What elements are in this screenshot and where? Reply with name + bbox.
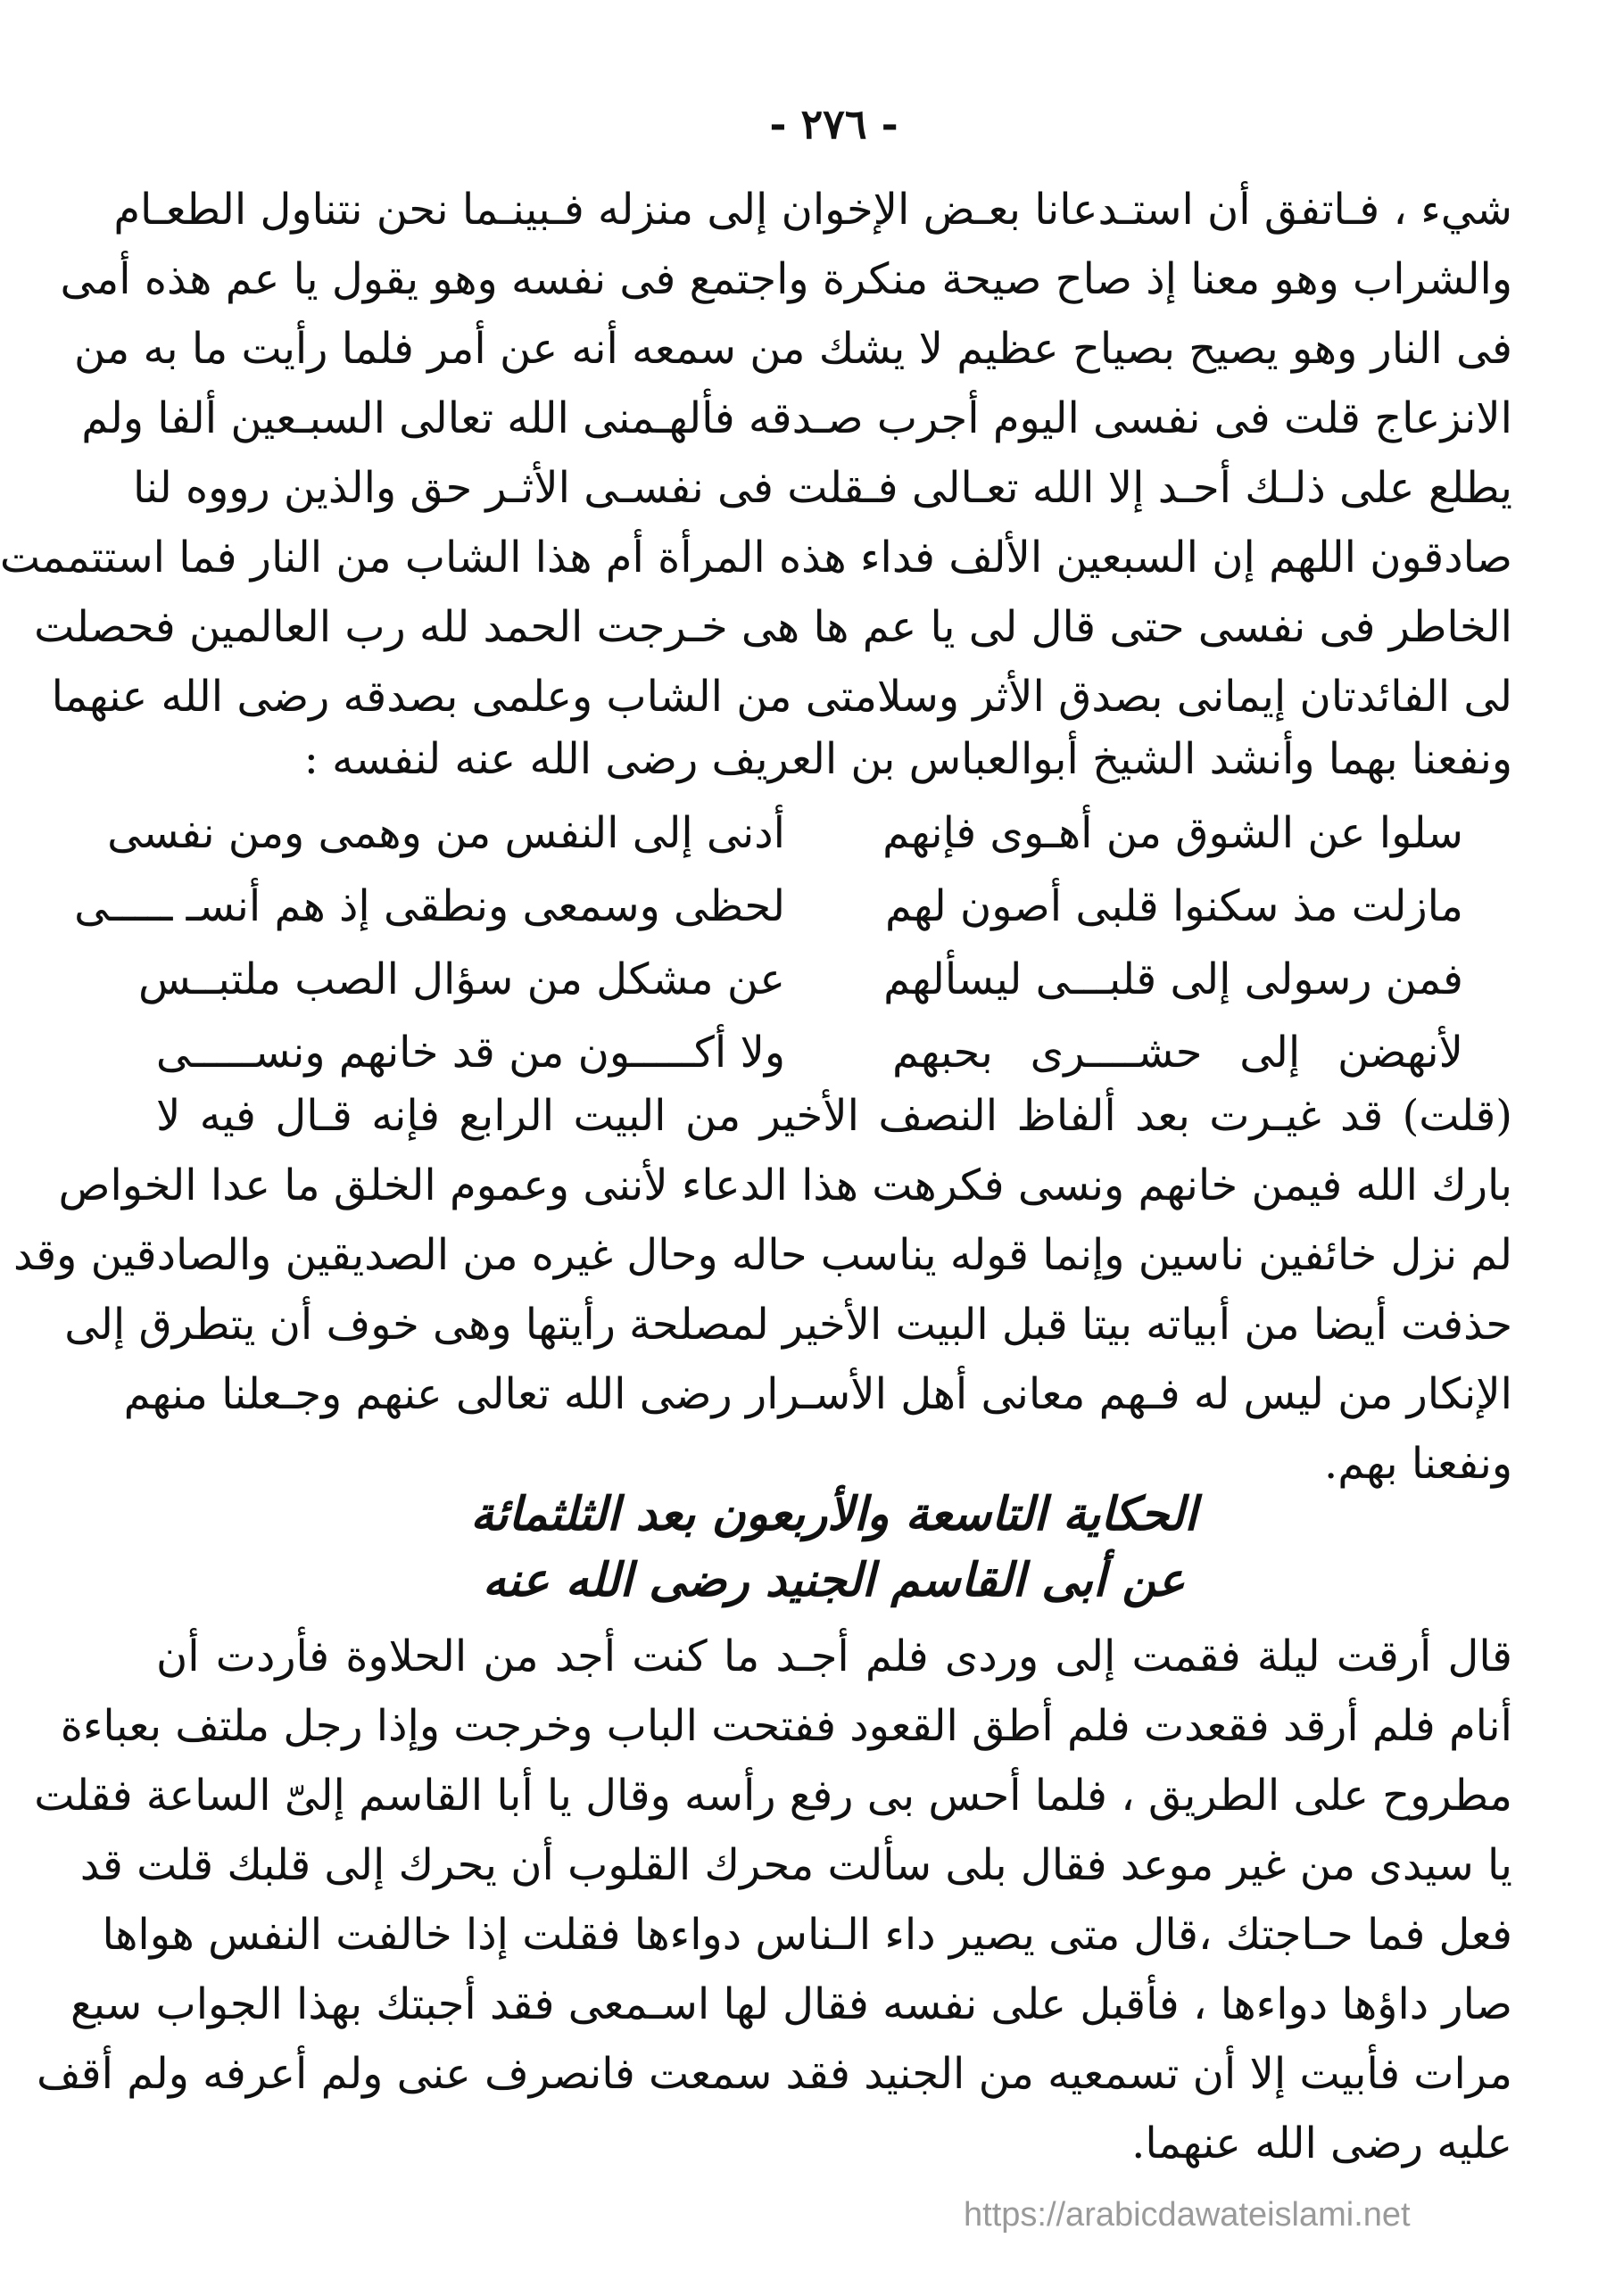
verse (74, 870, 1463, 943)
verse-hemistich-right: فمن رسولى إلى قلبـــى ليسألهم (883, 954, 1463, 1004)
text-line: لى الفائدتان إيمانى بصدق الأثر وسلامتى من الشاب وعلمى بصدقه رضى الله عنهما (51, 672, 1512, 722)
text-line: الإنكار من ليس له فـهم معانى أهل الأسـرار رضى الله تعالى عنهم وجـعلنا منهم (123, 1369, 1512, 1419)
page-number: - ٢٧٦ - (769, 100, 898, 148)
verse (155, 1016, 1463, 1089)
verse (138, 943, 1463, 1016)
text-line: عليه رضى الله عنهما. (1131, 2118, 1512, 2168)
verse-hemistich-left: أدنى إلى النفس من وهمى ومن نفسى (107, 808, 785, 858)
verse-hemistich-right: لأنهضن إلى حشــــرى بحبهم (892, 1028, 1463, 1078)
text-line: يطلع على ذلـك أحـد إلا الله تعـالى فـقلت فى نفسـى الأثـر حق والذين رووه لنا (132, 463, 1512, 513)
verse-hemistich-left: لحظى وسمعى ونطقى إذ هم أنسـ ـــــى (74, 881, 785, 931)
text-line: بارك الله فيمن خانهم ونسى فكرهت هذا الدعاء لأننى وعموم الخلق ما عدا الخواص (58, 1160, 1512, 1210)
story-heading-subtitle: عن أبى القاسم الجنيد رضى الله عنه (482, 1554, 1186, 1607)
verse (107, 797, 1463, 870)
text-line: (قلت) قد غيـرت بعد ألفاظ النصف الأخير من البيت الرابع فإنه قـال فيه لا (156, 1091, 1512, 1141)
text-line: والشراب وهو معنا إذ صاح صيحة منكرة واجتمع فى نفسه وهو يقول يا عم هذه أمى (60, 254, 1512, 304)
text-line: الانزعاج قلت فى نفسى اليوم أجرب صـدقه فألهـمنى الله تعالى السبـعين ألفا ولم (81, 393, 1512, 443)
verse-hemistich-left: عن مشكل من سؤال الصب ملتبــس (138, 954, 785, 1004)
text-line: لم نزل خائفين ناسين وإنما قوله يناسب حاله وحال غيره من الصديقين والصادقين وقد (13, 1230, 1512, 1280)
text-line: فعل فما حـاجتك ،قال متى يصير داء الـناس دواءها فقلت إذا خالفت النفس هواها (102, 1910, 1512, 1960)
watermark-url: https://arabicdawateislami.net (964, 2196, 1411, 2234)
text-line: أنام فلم أرقد فقعدت فلم أطق القعود ففتحت الباب وخرجت وإذا رجل ملتف بعباءة (60, 1701, 1512, 1751)
text-line: شيء ، فـاتفق أن استـدعانا بعـض الإخوان إلى منزله فـبينـما نحن نتناول الطعـام (113, 185, 1512, 235)
text-line: يا سيدى من غير موعد فقال بلى سألت محرك القلوب أن يحرك إلى قلبك قلت قد (79, 1840, 1512, 1890)
text-line: صار داؤها دواءها ، فأقبل على نفسه فقال لها اسـمعى فقد أجبتك بهذا الجواب سبع (70, 1979, 1512, 2029)
text-line: حذفت أيضا من أبياته بيتا قبل البيت الأخير لمصلحة رأيتها وهى خوف أن يتطرق إلى (64, 1300, 1512, 1350)
verse-hemistich-left: ولا أكـــــون من قد خانهم ونســـــى (155, 1028, 785, 1078)
verse-hemistich-right: مازلت مذ سكنوا قلبى أصون لهم (885, 881, 1463, 931)
text-line: مطروح على الطريق ، فلما أحس بى رفع رأسه وقال يا أبا القاسم إلىّ الساعة فقلت (34, 1771, 1512, 1821)
paragraph-1 (0, 175, 1512, 787)
paragraph-2 (13, 1081, 1512, 1499)
verse-hemistich-right: سلوا عن الشوق من أهـوى فإنهم (882, 808, 1463, 858)
text-line: مرات فأبيت إلا أن تسمعيه من الجنيد فقد سمعت فانصرف عنى ولم أعرفه ولم أقف (36, 2049, 1512, 2099)
text-line: ونفعنا بهم. (1323, 1439, 1512, 1489)
text-line: الخاطر فى نفسى حتى قال لى يا عم ها هى خـرجت الحمد لله رب العالمين فحصلت (34, 602, 1512, 652)
paragraph-3 (34, 1622, 1512, 2178)
text-line: قال أرقت ليلة فقمت إلى وردى فلم أجـد ما كنت أجد من الحلاوة فأردت أن (156, 1631, 1512, 1681)
text-line: فى النار وهو يصيح بصياح عظيم لا يشك من سمعه أنه عن أمر فلما رأيت ما به من (73, 324, 1512, 374)
text-line: ونفعنا بهما وأنشد الشيخ أبوالعباس بن العريف رضى الله عنه لنفسه : (303, 734, 1512, 784)
text-line: صادقون اللهم إن السبعين الألف فداء هذه المرأة أم هذا الشاب من النار فما استتممت (0, 533, 1512, 582)
poem-verses (74, 797, 1463, 1089)
story-heading-title: الحكاية التاسعة والأربعون بعد الثلثمائة (470, 1488, 1197, 1541)
